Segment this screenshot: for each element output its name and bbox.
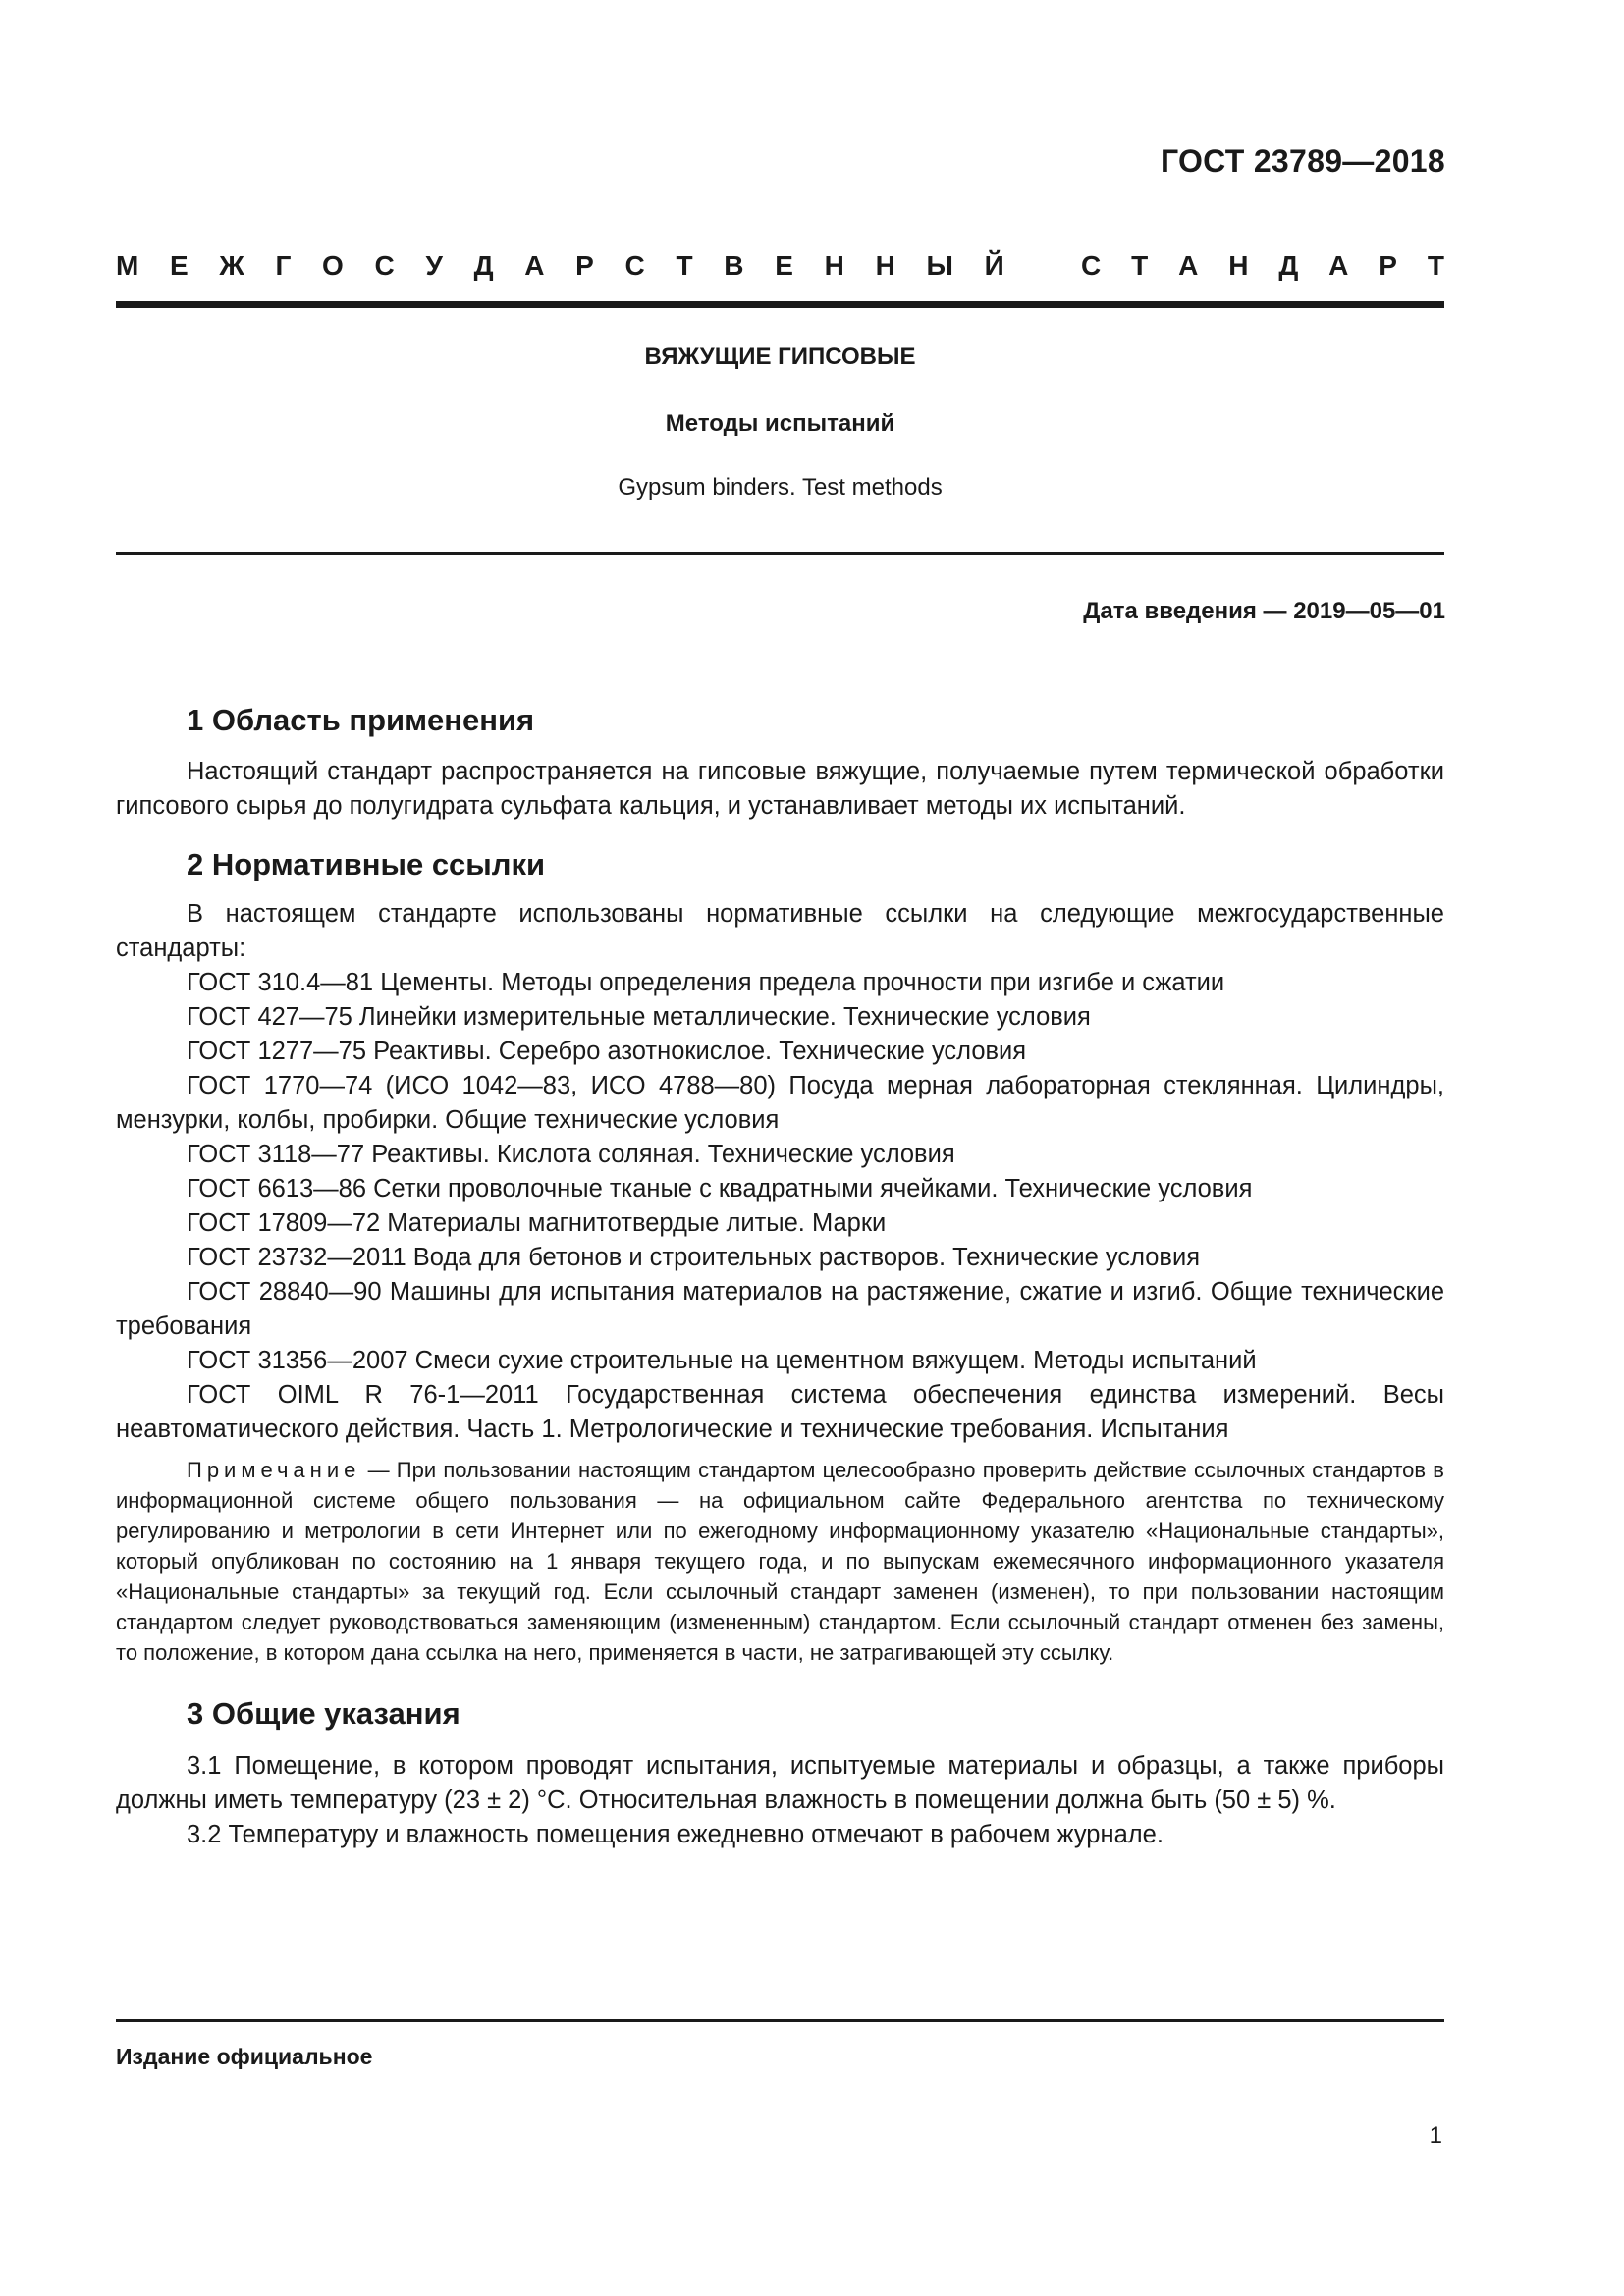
reference-item: ГОСТ 6613—86 Сетки проволочные тканые с квадратными ячейками. Технические условия <box>187 1175 1253 1202</box>
banner-letter: Р <box>1379 250 1397 281</box>
banner-letter: Н <box>875 250 895 281</box>
section-1-text: Настоящий стандарт распространяется на гипсовые вяжущие, получаемые путем термической обработки гипсового сырья до полугидрата сульфата кальция, и устанавливает методы их испытаний. <box>116 758 1444 820</box>
banner-letter: А <box>524 250 545 281</box>
note-label: Примечание <box>187 1458 361 1482</box>
banner-letter: С <box>1081 250 1102 281</box>
note-text: — При пользовании настоящим стандартом целесообразно проверить действие ссылочных стандартов в информационной системе общего пользования — на официальном сайте Федерального агентства по техническому регулированию и метрологии в сети Интернет или по ежегодному информационному указателю «Национальные стандарты», который опубликован по состоянию на 1 января текущего года, и по выпускам ежемесячного информационного указателя «Национальные стандарты» за текущий год. Если ссылочный стандарт заменен (изменен), то при пользовании настоящим стандартом следует руководствоваться заменяющим (измененным) стандартом. Если ссылочный стандарт отменен без замены, то положение, в котором дана ссылка на него, применяется в части, не затрагивающей эту ссылку. <box>116 1458 1444 1665</box>
document-body <box>116 699 1444 1852</box>
banner-letter: Й <box>984 250 1004 281</box>
section-2-note <box>116 1455 1444 1668</box>
banner-letter: С <box>374 250 395 281</box>
reference-item: ГОСТ 1770—74 (ИСО 1042—83, ИСО 4788—80) Посуда мерная лабораторная стеклянная. Цилиндры, мензурки, колбы, пробирки. Общие технические условия <box>116 1072 1444 1134</box>
banner-letter: О <box>322 250 344 281</box>
standard-banner <box>116 250 1444 282</box>
document-subtitle: Методы испытаний <box>665 410 895 437</box>
header-rule <box>116 301 1444 308</box>
banner-letter: Е <box>170 250 189 281</box>
banner-letter: В <box>724 250 744 281</box>
banner-letter: Т <box>1427 250 1444 281</box>
reference-item: ГОСТ 1277—75 Реактивы. Серебро азотнокислое. Технические условия <box>187 1038 1027 1065</box>
reference-item: ГОСТ 31356—2007 Смеси сухие строительные на цементном вяжущем. Методы испытаний <box>187 1347 1257 1374</box>
reference-item: ГОСТ 427—75 Линейки измерительные металлические. Технические условия <box>187 1003 1091 1031</box>
banner-letter: А <box>1328 250 1349 281</box>
reference-item: ГОСТ 23732—2011 Вода для бетонов и строительных растворов. Технические условия <box>187 1244 1201 1271</box>
banner-letter: Ж <box>219 250 244 281</box>
banner-letter: Ы <box>926 250 953 281</box>
banner-letter: Т <box>1131 250 1149 281</box>
banner-letter: Р <box>575 250 594 281</box>
edition-label: Издание официальное <box>116 2044 373 2069</box>
banner-letter: А <box>1178 250 1199 281</box>
document-title: ВЯЖУЩИЕ ГИПСОВЫЕ <box>644 344 916 370</box>
section-1-heading: 1 Область применения <box>187 703 535 737</box>
reference-item: ГОСТ OIML R 76-1—2011 Государственная система обеспечения единства измерений. Весы неавтоматического действия. Часть 1. Метрологические и технические требования. Испытания <box>116 1381 1444 1443</box>
section-2-intro: В настоящем стандарте использованы нормативные ссылки на следующие межгосударственные стандарты: <box>116 900 1444 962</box>
banner-letter: Т <box>676 250 693 281</box>
banner-letter: Н <box>824 250 844 281</box>
introduction-date: Дата введения — 2019—05—01 <box>1083 598 1445 624</box>
banner-letter: Г <box>275 250 292 281</box>
banner-letter: Д <box>1278 250 1299 281</box>
banner-letter: Д <box>473 250 494 281</box>
reference-item: ГОСТ 28840—90 Машины для испытания материалов на растяжение, сжатие и изгиб. Общие технические требования <box>116 1278 1444 1340</box>
section-3-paragraph-2: 3.2 Температуру и влажность помещения ежедневно отмечают в рабочем журнале. <box>187 1821 1164 1848</box>
banner-letter: Е <box>775 250 793 281</box>
reference-item: ГОСТ 310.4—81 Цементы. Методы определения предела прочности при изгибе и сжатии <box>187 969 1225 996</box>
banner-letter: У <box>425 250 443 281</box>
title-rule <box>116 552 1444 555</box>
banner-word-interstate <box>116 250 1004 282</box>
document-code: ГОСТ 23789—2018 <box>1160 143 1445 179</box>
reference-item: ГОСТ 17809—72 Материалы магнитотвердые литые. Марки <box>187 1209 887 1237</box>
banner-word-standard <box>1081 250 1444 282</box>
document-title-english: Gypsum binders. Test methods <box>618 474 943 501</box>
section-3-heading: 3 Общие указания <box>187 1696 460 1731</box>
banner-letter: М <box>116 250 139 281</box>
footer-rule <box>116 2019 1444 2022</box>
section-2-heading: 2 Нормативные ссылки <box>187 847 546 881</box>
section-3-paragraph-1: 3.1 Помещение, в котором проводят испытания, испытуемые материалы и образцы, а также приборы должны иметь температуру (23 ± 2) °С. Относительная влажность в помещении должна быть (50 ± 5) %. <box>116 1752 1444 1814</box>
reference-item: ГОСТ 3118—77 Реактивы. Кислота соляная. Технические условия <box>187 1141 955 1168</box>
page-number: 1 <box>1429 2122 1442 2149</box>
banner-letter: С <box>624 250 645 281</box>
banner-letter: Н <box>1228 250 1249 281</box>
